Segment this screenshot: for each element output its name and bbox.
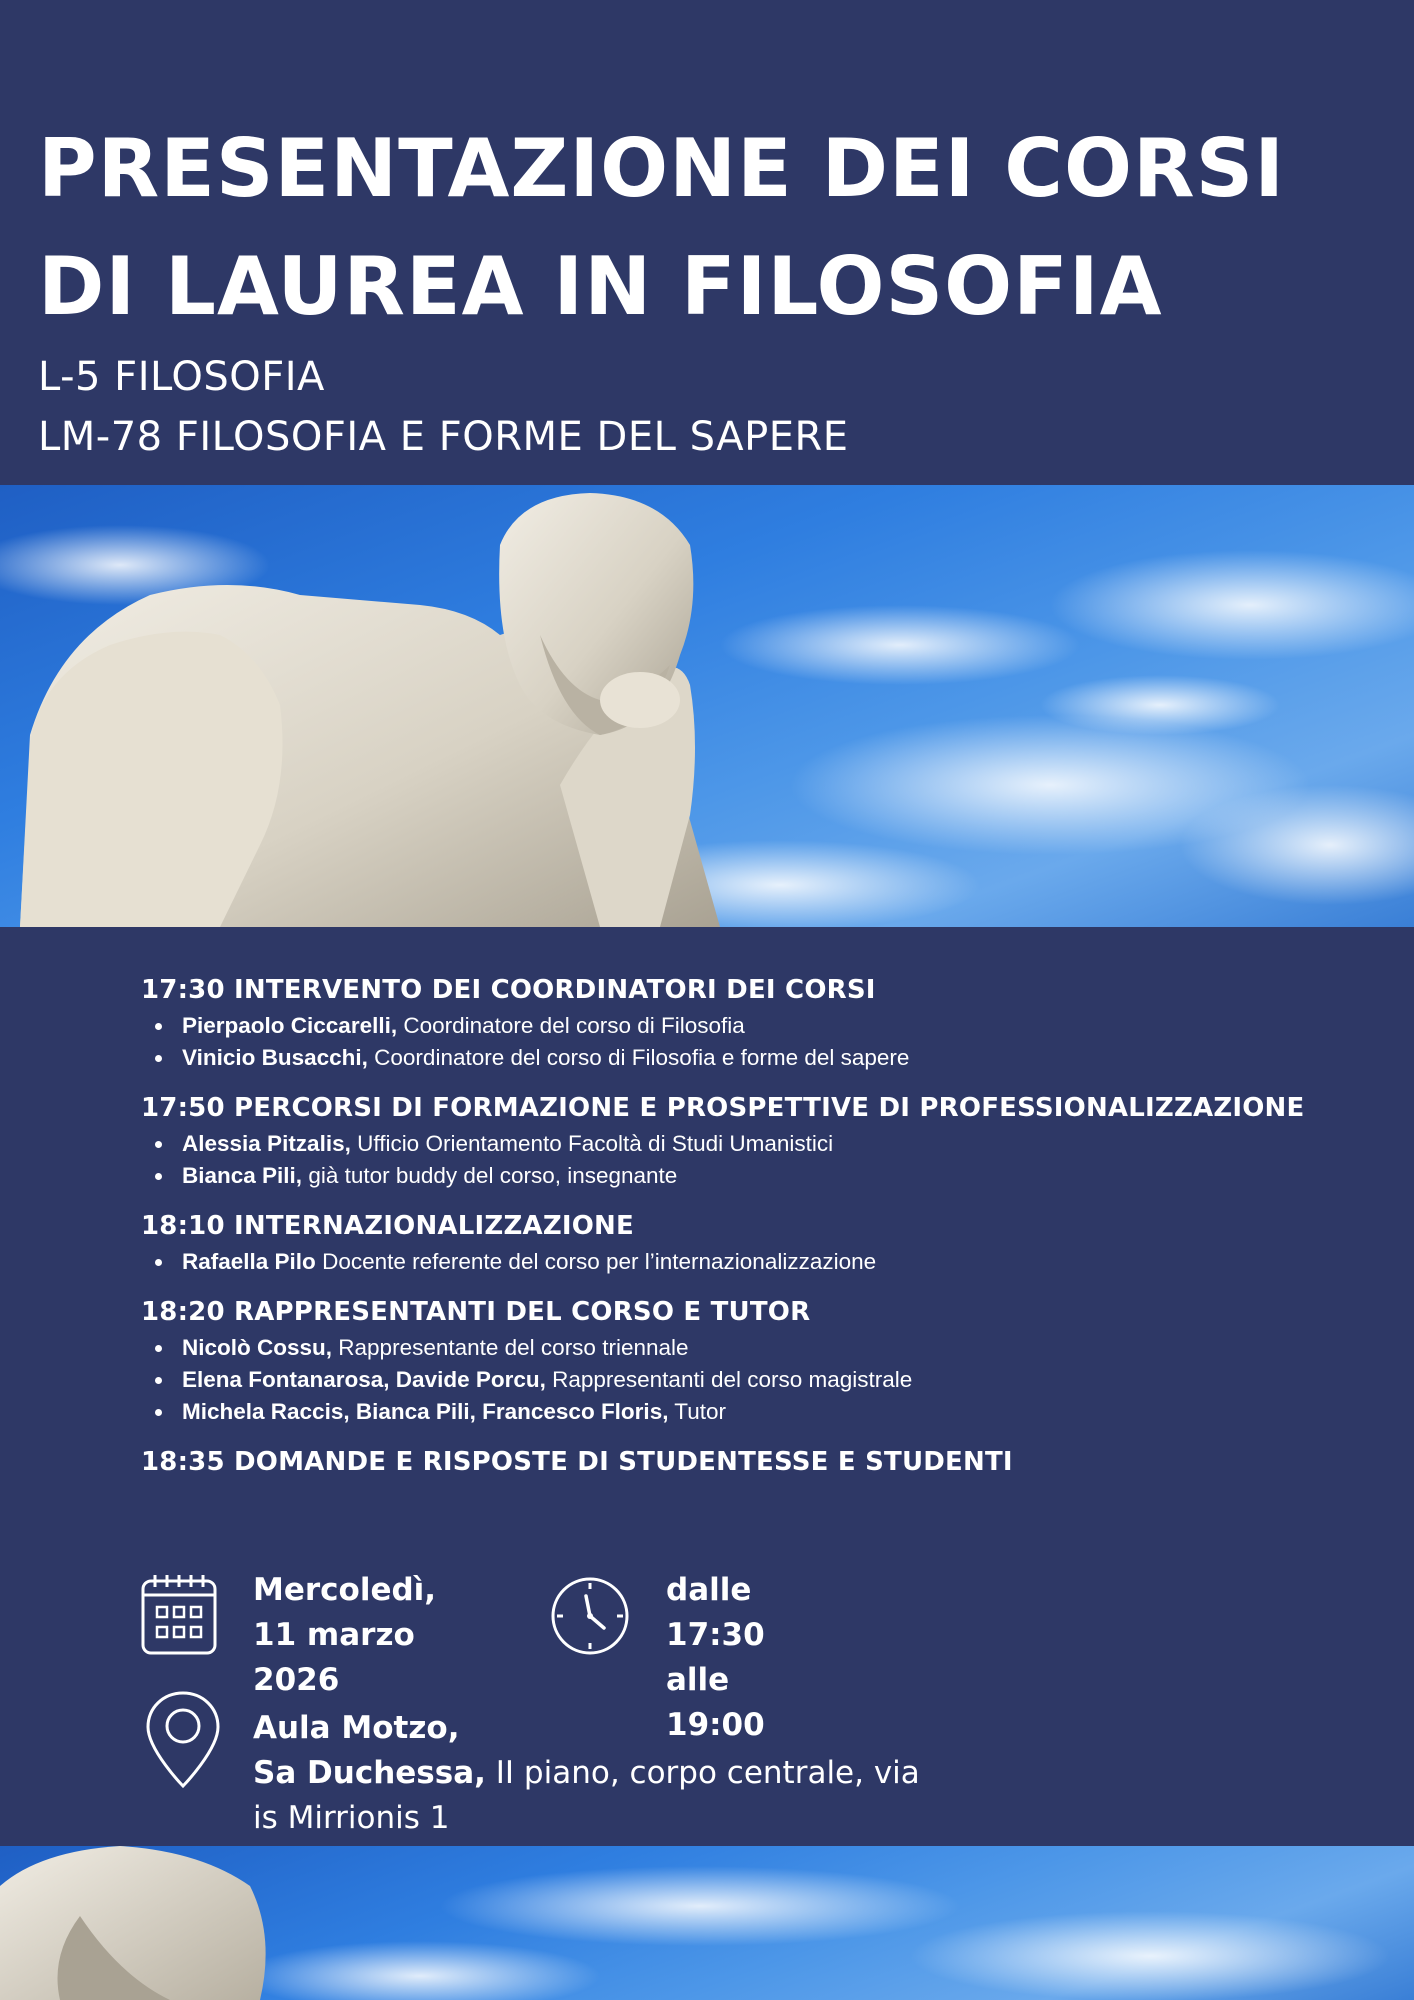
speaker-name: Elena Fontanarosa, Davide Porcu, <box>182 1367 546 1392</box>
speaker-role: Tutor <box>668 1399 726 1424</box>
statue-illustration-bottom <box>0 1846 1414 2000</box>
page-title <box>38 110 1378 346</box>
time-line-2: alle 19:00 <box>666 1662 765 1743</box>
location-address: II piano, corpo centrale, via <box>485 1755 920 1791</box>
speaker-item <box>141 1396 1371 1428</box>
subtitle-line-2: LM-78 FILOSOFIA E FORME DEL SAPERE <box>38 414 849 460</box>
speaker-name: Pierpaolo Ciccarelli, <box>182 1013 398 1038</box>
speaker-name: Nicolò Cossu, <box>182 1335 333 1360</box>
title-line-2: DI LAUREA IN FILOSOFIA <box>38 240 1163 333</box>
location-line-1: Aula Motzo, <box>253 1710 460 1746</box>
session <box>141 1442 1371 1482</box>
speaker-list <box>141 1332 1371 1428</box>
speaker-item <box>141 1246 1371 1278</box>
session-title: 18:20 RAPPRESENTANTI DEL CORSO E TUTOR <box>141 1297 811 1327</box>
speaker-role: Rappresentanti del corso magistrale <box>545 1367 913 1392</box>
speaker-item <box>141 1128 1371 1160</box>
speaker-name: Michela Raccis, Bianca Pili, Francesco Floris, <box>182 1399 669 1424</box>
statue-photo-bottom <box>0 1846 1414 2000</box>
statue-photo <box>0 485 1414 927</box>
speaker-list <box>141 1246 1371 1278</box>
session-title: 17:50 PERCORSI DI FORMAZIONE E PROSPETTIVE DI PROFESSIONALIZZAZIONE <box>141 1093 1305 1123</box>
speaker-role: Coordinatore del corso di Filosofia e forme del sapere <box>367 1045 910 1070</box>
session <box>141 970 1371 1074</box>
speaker-name: Alessia Pitzalis, <box>182 1131 351 1156</box>
session <box>141 1292 1371 1428</box>
speaker-item <box>141 1010 1371 1042</box>
date-line-1: Mercoledì, <box>253 1572 437 1608</box>
speaker-list <box>141 1010 1371 1074</box>
map-pin-icon <box>145 1690 221 1790</box>
location-line-2 <box>253 1751 1053 1796</box>
session <box>141 1206 1371 1278</box>
statue-illustration <box>0 485 1414 927</box>
session-title: 17:30 INTERVENTO DEI COORDINATORI DEI CORSI <box>141 975 876 1005</box>
session <box>141 1088 1371 1192</box>
speaker-item <box>141 1332 1371 1364</box>
location-venue: Sa Duchessa, <box>253 1755 486 1791</box>
title-line-1: PRESENTAZIONE DEI CORSI <box>38 122 1285 215</box>
clock-icon <box>550 1576 630 1656</box>
session-title: 18:10 INTERNAZIONALIZZAZIONE <box>141 1211 634 1241</box>
calendar-icon <box>141 1573 217 1655</box>
session-title: 18:35 DOMANDE E RISPOSTE DI STUDENTESSE E STUDENTI <box>141 1447 1013 1477</box>
speaker-role: già tutor buddy del corso, insegnante <box>302 1163 678 1188</box>
location-line-3: is Mirrionis 1 <box>253 1800 450 1836</box>
header <box>0 0 1414 485</box>
time-line-1: dalle 17:30 <box>666 1572 765 1653</box>
date-line-2: 11 marzo 2026 <box>253 1617 415 1698</box>
speaker-role: Rappresentante del corso triennale <box>332 1335 689 1360</box>
speaker-name: Vinicio Busacchi, <box>182 1045 368 1070</box>
program-schedule <box>141 970 1371 1496</box>
event-date <box>253 1568 436 1703</box>
speaker-role: Coordinatore del corso di Filosofia <box>397 1013 745 1038</box>
speaker-item <box>141 1160 1371 1192</box>
subtitle-line-1: L-5 FILOSOFIA <box>38 354 325 400</box>
event-location <box>253 1706 1053 1841</box>
speaker-item <box>141 1042 1371 1074</box>
speaker-role: Docente referente del corso per l’internazionalizzazione <box>315 1249 877 1274</box>
speaker-item <box>141 1364 1371 1396</box>
speaker-list <box>141 1128 1371 1192</box>
speaker-role: Ufficio Orientamento Facoltà di Studi Umanistici <box>350 1131 834 1156</box>
speaker-name: Rafaella Pilo <box>182 1249 316 1274</box>
speaker-name: Bianca Pili, <box>182 1163 303 1188</box>
